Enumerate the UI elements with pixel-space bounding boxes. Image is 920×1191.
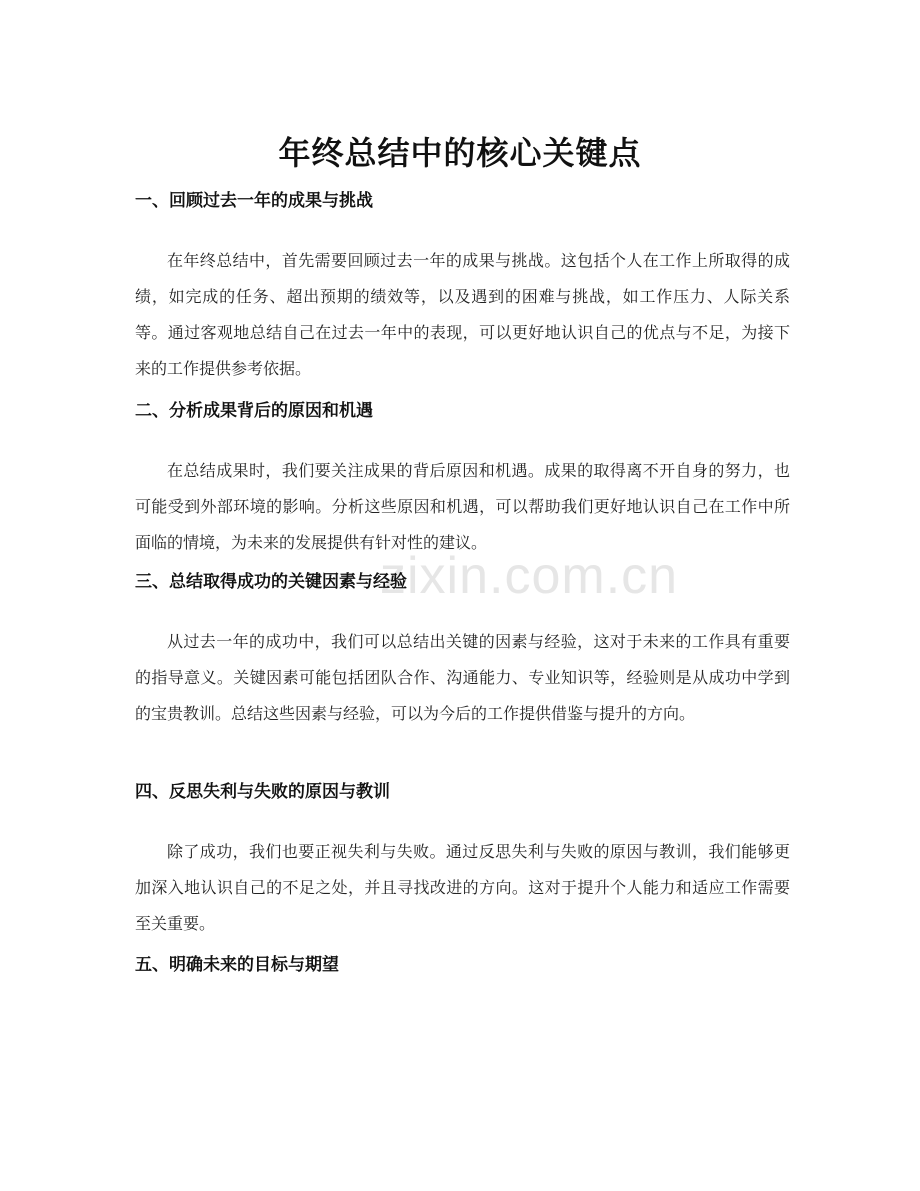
section-paragraph: 在总结成果时，我们要关注成果的背后原因和机遇。成果的取得离不开自身的努力，也可能受到外部环境的影响。分析这些原因和机遇，可以帮助我们更好地认识自己在工作中所面临的情境，为未来的发展提供有针对性的建议。 (135, 461, 790, 552)
page-title: 年终总结中的核心关键点 (278, 134, 642, 173)
section-4 (135, 778, 790, 942)
section-heading: 四、反思失利与失败的原因与教训 (135, 782, 390, 802)
section-3 (135, 568, 790, 732)
section-heading: 一、回顾过去一年的成果与挑战 (135, 191, 373, 211)
section-paragraph: 在年终总结中，首先需要回顾过去一年的成果与挑战。这包括个人在工作上所取得的成绩，如完成的任务、超出预期的绩效等，以及遇到的困难与挑战，如工作压力、人际关系等。通过客观地总结自己在过去一年中的表现，可以更好地认识自己的优点与不足，为接下来的工作提供参考依据。 (135, 251, 790, 378)
section-paragraph: 从过去一年的成功中，我们可以总结出关键的因素与经验，这对于未来的工作具有重要的指导意义。关键因素可能包括团队合作、沟通能力、专业知识等，经验则是从成功中学到的宝贵教训。总结这些因素与经验，可以为今后的工作提供借鉴与提升的方向。 (135, 632, 790, 723)
section-paragraph: 除了成功，我们也要正视失利与失败。通过反思失利与失败的原因与教训，我们能够更加深入地认识自己的不足之处，并且寻找改进的方向。这对于提升个人能力和适应工作需要至关重要。 (135, 842, 790, 933)
watermark-text: zixin.com.cn (380, 547, 679, 605)
section-2 (135, 397, 790, 561)
section-heading: 二、分析成果背后的原因和机遇 (135, 401, 373, 421)
section-5 (135, 951, 790, 979)
section-1 (135, 187, 790, 387)
section-heading: 五、明确未来的目标与期望 (135, 955, 339, 975)
section-heading: 三、总结取得成功的关键因素与经验 (135, 572, 407, 592)
